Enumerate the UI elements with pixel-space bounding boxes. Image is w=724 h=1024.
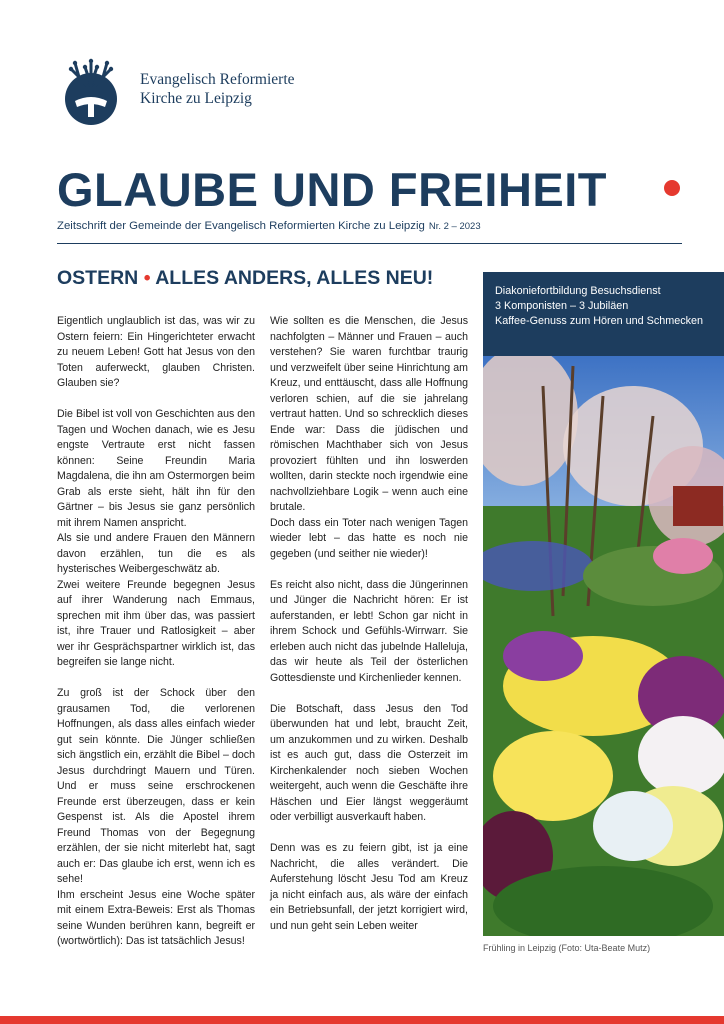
- paragraph: Ihm erscheint Jesus eine Woche später mit einem Extra-Beweis: Erst als Thomas seine Wunden berühren kann, begreift er (wortwörtlich): Das ist tatsächlich Jesus!: [57, 888, 255, 947]
- masthead-subtitle: [57, 220, 481, 232]
- masthead-dot: [664, 180, 680, 196]
- paragraph: Doch dass ein Toter nach wenigen Tagen wieder lebt – das hatte es noch nie gegeben (und seither nie wieder)!: [270, 516, 468, 560]
- paragraph: Zu groß ist der Schock über den grausamen Tod, die verlorenen Hoffnungen, als dass alles einfach wieder gut sein könnte. Die Jünger schließen sich ängstlich ein, erzählt die Bibel – doch Jesus durchdringt Mauern und Türen. Und er muss seine erschrockenen Freunde erst überzeugen, dass er kein Gespenst ist. Als die Apostel ihrem Freund Thomas von der Begegnung erzählen, der sie nicht miterlebt hat, sagt auch er: Das glaube ich erst, wenn ich es sehe!: [57, 687, 255, 885]
- org-line-2: Kirche zu Leipzig: [140, 90, 252, 107]
- footer-bar: [0, 1016, 724, 1024]
- masthead-title: GLAUBE UND FREIHEIT: [57, 163, 607, 216]
- paragraph: Als sie und andere Frauen den Männern davon erzählen, tun die es als hysterisches Weibergeschwätz ab.: [57, 532, 255, 575]
- headline-part-1: OSTERN: [57, 267, 139, 289]
- church-logo-icon: [55, 55, 127, 125]
- issue-number: Nr. 2 – 2023: [428, 221, 481, 232]
- organization-name: [140, 70, 295, 108]
- article-headline: [57, 267, 433, 290]
- subtitle-text: Zeitschrift der Gemeinde der Evangelisch Reformierten Kirche zu Leipzig: [57, 220, 425, 232]
- paragraph: Denn was es zu feiern gibt, ist ja eine Nachricht, die alles verändert. Die Auferstehung löscht Jesu Tod am Kreuz ja nicht einfach aus, als wäre der einfach ein Betriebsunfall, der jetzt korrigiert wird, und nun geht sein Leben weiter: [270, 842, 468, 932]
- paragraph: Eigentlich unglaublich ist das, was wir zu Ostern feiern: Ein Hingerichteter erwacht zu neuem Leben! Gott hat Jesus von den Toten auferweckt, glauben Christen. Glauben sie?: [57, 315, 255, 389]
- article-column-1: [57, 314, 255, 950]
- paragraph: Es reicht also nicht, dass die Jüngerinnen und Jünger die Nachricht hören: Er ist auferstanden, er lebt! Schon gar nicht in ihrem Schock und Gefühls-Wirrwarr. Sie erleben auch nicht das jubelnde Halleluja, das wir heute als Teil der österlichen Gottesdienste und Kirchenlieder kennen.: [270, 578, 468, 684]
- headline-separator: •: [143, 267, 151, 289]
- photo-caption: Frühling in Leipzig (Foto: Uta-Beate Mutz): [483, 943, 651, 953]
- headline-part-2: ALLES ANDERS, ALLES NEU!: [155, 267, 434, 289]
- sidebar-contents-box: [483, 272, 724, 356]
- paragraph: Die Botschaft, dass Jesus den Tod überwunden hat und lebt, braucht Zeit, um anzukommen und zu wirken. Deshalb ist es auch gut, dass die Osterzeit im Kirchenkalender noch sieben Wochen weitergeht, auch wenn die Geschäfte ihre Häschen und Eier längst weggeräumt oder verbilligt ausverkauft haben.: [270, 702, 468, 823]
- paragraph: Die Bibel ist voll von Geschichten aus den Tagen und Wochen danach, wie es Jesu engste Vertraute erst nicht fassen können: Seine Freundin Maria Magdalena, die ihn am Ostermorgen beim Grab als erste sieht, hält ihn für den Gärtner – bis Jesus sie ganz persönlich mit ihrem Namen anspricht.: [57, 408, 255, 529]
- sidebar-item[interactable]: Diakoniefortbildung Besuchsdienst: [495, 285, 661, 297]
- paragraph: Wie sollten es die Menschen, die Jesus nachfolgten – Männer und Frauen – auch verstehen? Sie waren furchtbar traurig und verzweifelt über seine Hinrichtung am Kreuz, und enttäuscht, dass alle Hoffnung verloren schien, auf die sie jahrelang vertraut hatten. Und so schrecklich dieses Ende war: Dass die jüdischen und römischen Machthaber sich von Jesus provoziert fühlten und ihn loswerden wollten, darin steckte noch irgendwie eine nachvollziehbare Logik – wenn auch eine brutale.: [270, 315, 468, 513]
- header-divider: [57, 243, 682, 244]
- article-column-2: [270, 314, 468, 934]
- sidebar-item[interactable]: 3 Komponisten – 3 Jubiläen: [495, 300, 629, 312]
- paragraph: Zwei weitere Freunde begegnen Jesus auf ihrer Wanderung nach Emmaus, sprechen mit ihm über das, was passiert ist, ihre Trauer und Ratlosigkeit – aber wer ihr Gesprächspartner wirklich ist, das begreifen sie lange nicht.: [57, 578, 255, 668]
- sidebar-item[interactable]: Kaffee-Genuss zum Hören und Schmecken: [495, 315, 704, 327]
- spring-flowers-photo: [483, 356, 724, 936]
- org-line-1: Evangelisch Reformierte: [140, 71, 295, 88]
